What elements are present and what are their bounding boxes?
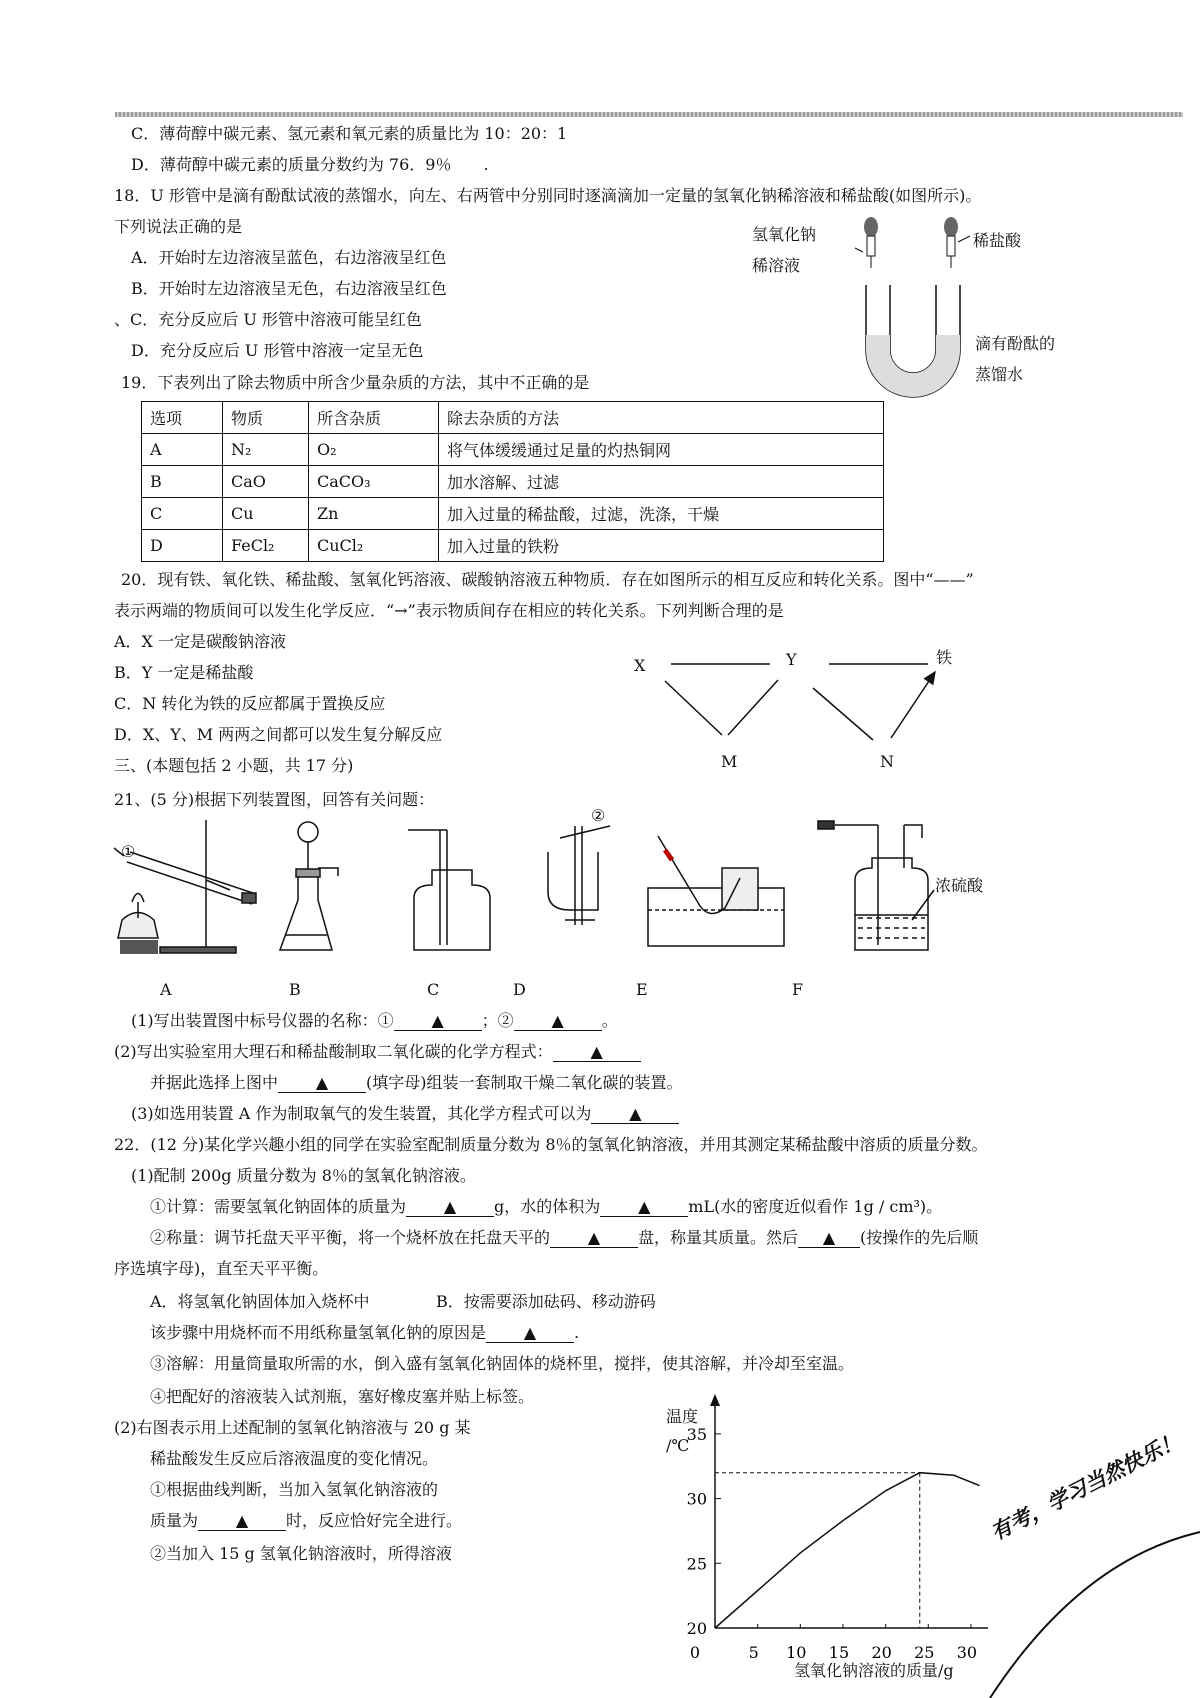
table-cell: FeCl₂ bbox=[223, 530, 309, 562]
answer-blank[interactable]: ▲ bbox=[591, 1105, 679, 1124]
apparatus-label-e: E bbox=[636, 980, 648, 999]
x-tick-label: 10 bbox=[786, 1643, 807, 1662]
y-tick-label: 25 bbox=[686, 1554, 707, 1574]
q22-stem: 22．(12 分)某化学兴趣小组的同学在实验室配制质量分数为 8％的氢氧化钠溶液，并用其测定某稀盐酸中溶质的质量分数。 bbox=[114, 1135, 988, 1154]
apparatus-label-d: D bbox=[513, 980, 526, 999]
table-cell: CaCO₃ bbox=[309, 466, 439, 498]
table-header: 除去杂质的方法 bbox=[439, 402, 884, 434]
q19-stem: 19．下表列出了除去物质中所含少量杂质的方法，其中不正确的是 bbox=[121, 373, 590, 392]
q21-part2b-text: 并据此选择上图中 bbox=[150, 1073, 279, 1092]
q22-step2-reason-end: . bbox=[574, 1323, 580, 1342]
q18-stem: 18．U 形管中是滴有酚酞试液的蒸馏水，向左、右两管中分别同时逐滴滴加一定量的氢氧化钠稀溶液和稀盐酸(如图所示)。 bbox=[114, 186, 982, 205]
marker-1: ① bbox=[121, 842, 136, 861]
q21-part1-text: (1)写出装置图中标号仪器的名称：① bbox=[131, 1011, 394, 1030]
q22-step3: ③溶解：用量筒量取所需的水，倒入盛有氢氧化钠固体的烧杯里，搅拌，使其溶解，并冷却至室温。 bbox=[150, 1354, 855, 1373]
q21-part1-end: 。 bbox=[601, 1011, 618, 1030]
u-tube-label-hcl: 稀盐酸 bbox=[973, 231, 1022, 250]
q22-option-b: B．按需要添加砝码、移动游码 bbox=[436, 1292, 656, 1311]
chart-ylabel: 温度 bbox=[666, 1407, 699, 1426]
node-y: Y bbox=[786, 650, 797, 669]
q20-stem: 20．现有铁、氧化铁、稀盐酸、氢氧化钙溶液、碳酸钠溶液五种物质．存在如图所示的相互反应和转化关系。图中“——” bbox=[121, 570, 974, 589]
chart-xlabel: 氢氧化钠溶液的质量/g bbox=[794, 1661, 954, 1680]
table-cell: C bbox=[142, 498, 223, 530]
q18-option-a: A．开始时左边溶液呈蓝色，右边溶液呈红色 bbox=[131, 248, 447, 267]
q22-step1-mid: g，水的体积为 bbox=[494, 1197, 601, 1216]
q22-part2-line4-end: 时，反应恰好完全进行。 bbox=[286, 1511, 463, 1530]
x-tick-label: 25 bbox=[914, 1643, 935, 1662]
table-cell: N₂ bbox=[223, 434, 309, 466]
table-cell: 加入过量的铁粉 bbox=[439, 530, 884, 562]
node-n: N bbox=[880, 752, 894, 771]
answer-blank[interactable]: ▲ bbox=[550, 1229, 638, 1248]
q22-step2-cont: 序选填字母)，直至天平平衡。 bbox=[114, 1259, 329, 1278]
answer-blank[interactable]: ▲ bbox=[514, 1012, 602, 1031]
marker-2: ② bbox=[591, 806, 606, 825]
q20-option-a: A．X 一定是碳酸钠溶液 bbox=[114, 632, 287, 651]
q22-step1-end: mL(水的密度近似看作 1g / cm³)。 bbox=[688, 1197, 943, 1216]
table-cell: Zn bbox=[309, 498, 439, 530]
q22-part2-line4-text: 质量为 bbox=[150, 1511, 199, 1530]
q22-step2-reason-text: 该步骤中用烧杯而不用纸称量氢氧化钠的原因是 bbox=[150, 1323, 487, 1342]
table-header: 选项 bbox=[142, 402, 223, 434]
q22-step2-end: (按操作的先后顺 bbox=[860, 1228, 979, 1247]
q22-part2: (2)右图表示用上述配制的氢氧化钠溶液与 20 g 某 bbox=[114, 1418, 471, 1437]
table-cell: A bbox=[142, 434, 223, 466]
x-tick-label: 20 bbox=[871, 1643, 892, 1662]
q17-option-c: C．薄荷醇中碳元素、氢元素和氧元素的质量比为 10：20：1 bbox=[131, 124, 568, 143]
answer-blank[interactable]: ▲ bbox=[278, 1074, 366, 1093]
table-cell: CuCl₂ bbox=[309, 530, 439, 562]
node-x: X bbox=[634, 656, 646, 675]
acid-label: 浓硫酸 bbox=[935, 876, 984, 895]
node-m: M bbox=[721, 752, 738, 771]
q22-step1-text: ①计算：需要氢氧化钠固体的质量为 bbox=[150, 1197, 407, 1216]
table-cell: CaO bbox=[223, 466, 309, 498]
u-tube-label-naoh-2: 稀溶液 bbox=[752, 256, 801, 275]
x-tick-label: 30 bbox=[956, 1643, 978, 1662]
section-three-title: 三、(本题包括 2 小题，共 17 分) bbox=[114, 756, 354, 775]
q22-part2-line5: ②当加入 15 g 氢氧化钠溶液时，所得溶液 bbox=[150, 1544, 452, 1563]
answer-blank[interactable]: ▲ bbox=[394, 1012, 482, 1031]
q22-part2-line3: ①根据曲线判断，当加入氢氧化钠溶液的 bbox=[150, 1480, 439, 1499]
table-cell: D bbox=[142, 530, 223, 562]
node-iron: 铁 bbox=[936, 648, 953, 667]
table-header: 物质 bbox=[223, 402, 309, 434]
q22-step4: ④把配好的溶液装入试剂瓶，塞好橡皮塞并贴上标签。 bbox=[150, 1387, 535, 1406]
q22-part1: (1)配制 200g 质量分数为 8％的氢氧化钠溶液。 bbox=[131, 1166, 476, 1185]
q22-option-a: A．将氢氧化钠固体加入烧杯中 bbox=[150, 1292, 370, 1311]
q18-stem-2: 下列说法正确的是 bbox=[114, 217, 243, 236]
table-cell: Cu bbox=[223, 498, 309, 530]
q22-step2-text: ②称量：调节托盘天平平衡，将一个烧杯放在托盘天平的 bbox=[150, 1228, 551, 1247]
answer-blank[interactable]: ▲ bbox=[406, 1198, 494, 1217]
u-tube-label-naoh: 氢氧化钠 bbox=[752, 225, 817, 244]
y-tick-label: 35 bbox=[686, 1424, 707, 1444]
answer-blank[interactable]: ▲ bbox=[486, 1324, 574, 1343]
apparatus-label-f: F bbox=[792, 980, 804, 999]
y-tick-label: 30 bbox=[686, 1489, 707, 1509]
answer-blank[interactable]: ▲ bbox=[798, 1229, 860, 1248]
table-cell: O₂ bbox=[309, 434, 439, 466]
apparatus-label-a: A bbox=[160, 980, 172, 999]
q21-part2-text: (2)写出实验室用大理石和稀盐酸制取二氧化碳的化学方程式： bbox=[114, 1042, 553, 1061]
q21-stem: 21、(5 分)根据下列装置图，回答有关问题： bbox=[114, 790, 435, 809]
apparatus-label-b: B bbox=[289, 980, 301, 999]
q18-option-d: D．充分反应后 U 形管中溶液一定呈无色 bbox=[131, 341, 424, 360]
x-tick-label: 5 bbox=[748, 1643, 759, 1662]
apparatus-label-c: C bbox=[427, 980, 440, 999]
q20-option-b: B．Y 一定是稀盐酸 bbox=[114, 663, 254, 682]
chart-yunit: /℃ bbox=[666, 1436, 690, 1455]
q20-option-c: C．N 转化为铁的反应都属于置换反应 bbox=[114, 694, 386, 713]
q17-option-d: D．薄荷醇中碳元素的质量分数约为 76．9％ . bbox=[131, 155, 489, 174]
q20-option-d: D．X、Y、M 两两之间都可以发生复分解反应 bbox=[114, 725, 443, 744]
q21-part3-text: (3)如选用装置 A 作为制取氧气的发生装置，其化学方程式可以为 bbox=[131, 1104, 592, 1123]
u-tube-label-water: 滴有酚酞的 bbox=[975, 334, 1056, 353]
y-tick-label: 20 bbox=[686, 1619, 707, 1638]
table-header: 所含杂质 bbox=[309, 402, 439, 434]
x-tick-label: 15 bbox=[828, 1643, 850, 1662]
table-cell: 加水溶解、过滤 bbox=[439, 466, 884, 498]
q20-stem-2: 表示两端的物质间可以发生化学反应．“→”表示物质间存在相应的转化关系。下列判断合理的是 bbox=[114, 601, 784, 620]
q18-option-c: 、C．充分反应后 U 形管中溶液可能呈红色 bbox=[114, 310, 422, 329]
table-cell: B bbox=[142, 466, 223, 498]
q22-part2-line2: 稀盐酸发生反应后溶液温度的变化情况。 bbox=[150, 1449, 439, 1468]
q21-part2b-end: (填字母)组装一套制取干燥二氧化碳的装置。 bbox=[366, 1073, 683, 1092]
answer-blank[interactable]: ▲ bbox=[600, 1198, 688, 1217]
answer-blank[interactable]: ▲ bbox=[198, 1512, 286, 1531]
table-cell: 将气体缓缓通过足量的灼热铜网 bbox=[439, 434, 884, 466]
answer-blank[interactable]: ▲ bbox=[553, 1043, 641, 1062]
u-tube-label-water-2: 蒸馏水 bbox=[975, 365, 1024, 384]
x-tick-label: 0 bbox=[689, 1643, 701, 1662]
q22-step2-mid: 盘，称量其质量。然后 bbox=[638, 1228, 799, 1247]
table-cell: 加入过量的稀盐酸，过滤，洗涤，干燥 bbox=[439, 498, 884, 530]
corner-stamp-text: 有考，学习当然快乐！ bbox=[986, 1428, 1185, 1545]
q21-part1-sep: ；② bbox=[481, 1011, 514, 1030]
q18-option-b: B．开始时左边溶液呈无色，右边溶液呈红色 bbox=[131, 279, 447, 298]
